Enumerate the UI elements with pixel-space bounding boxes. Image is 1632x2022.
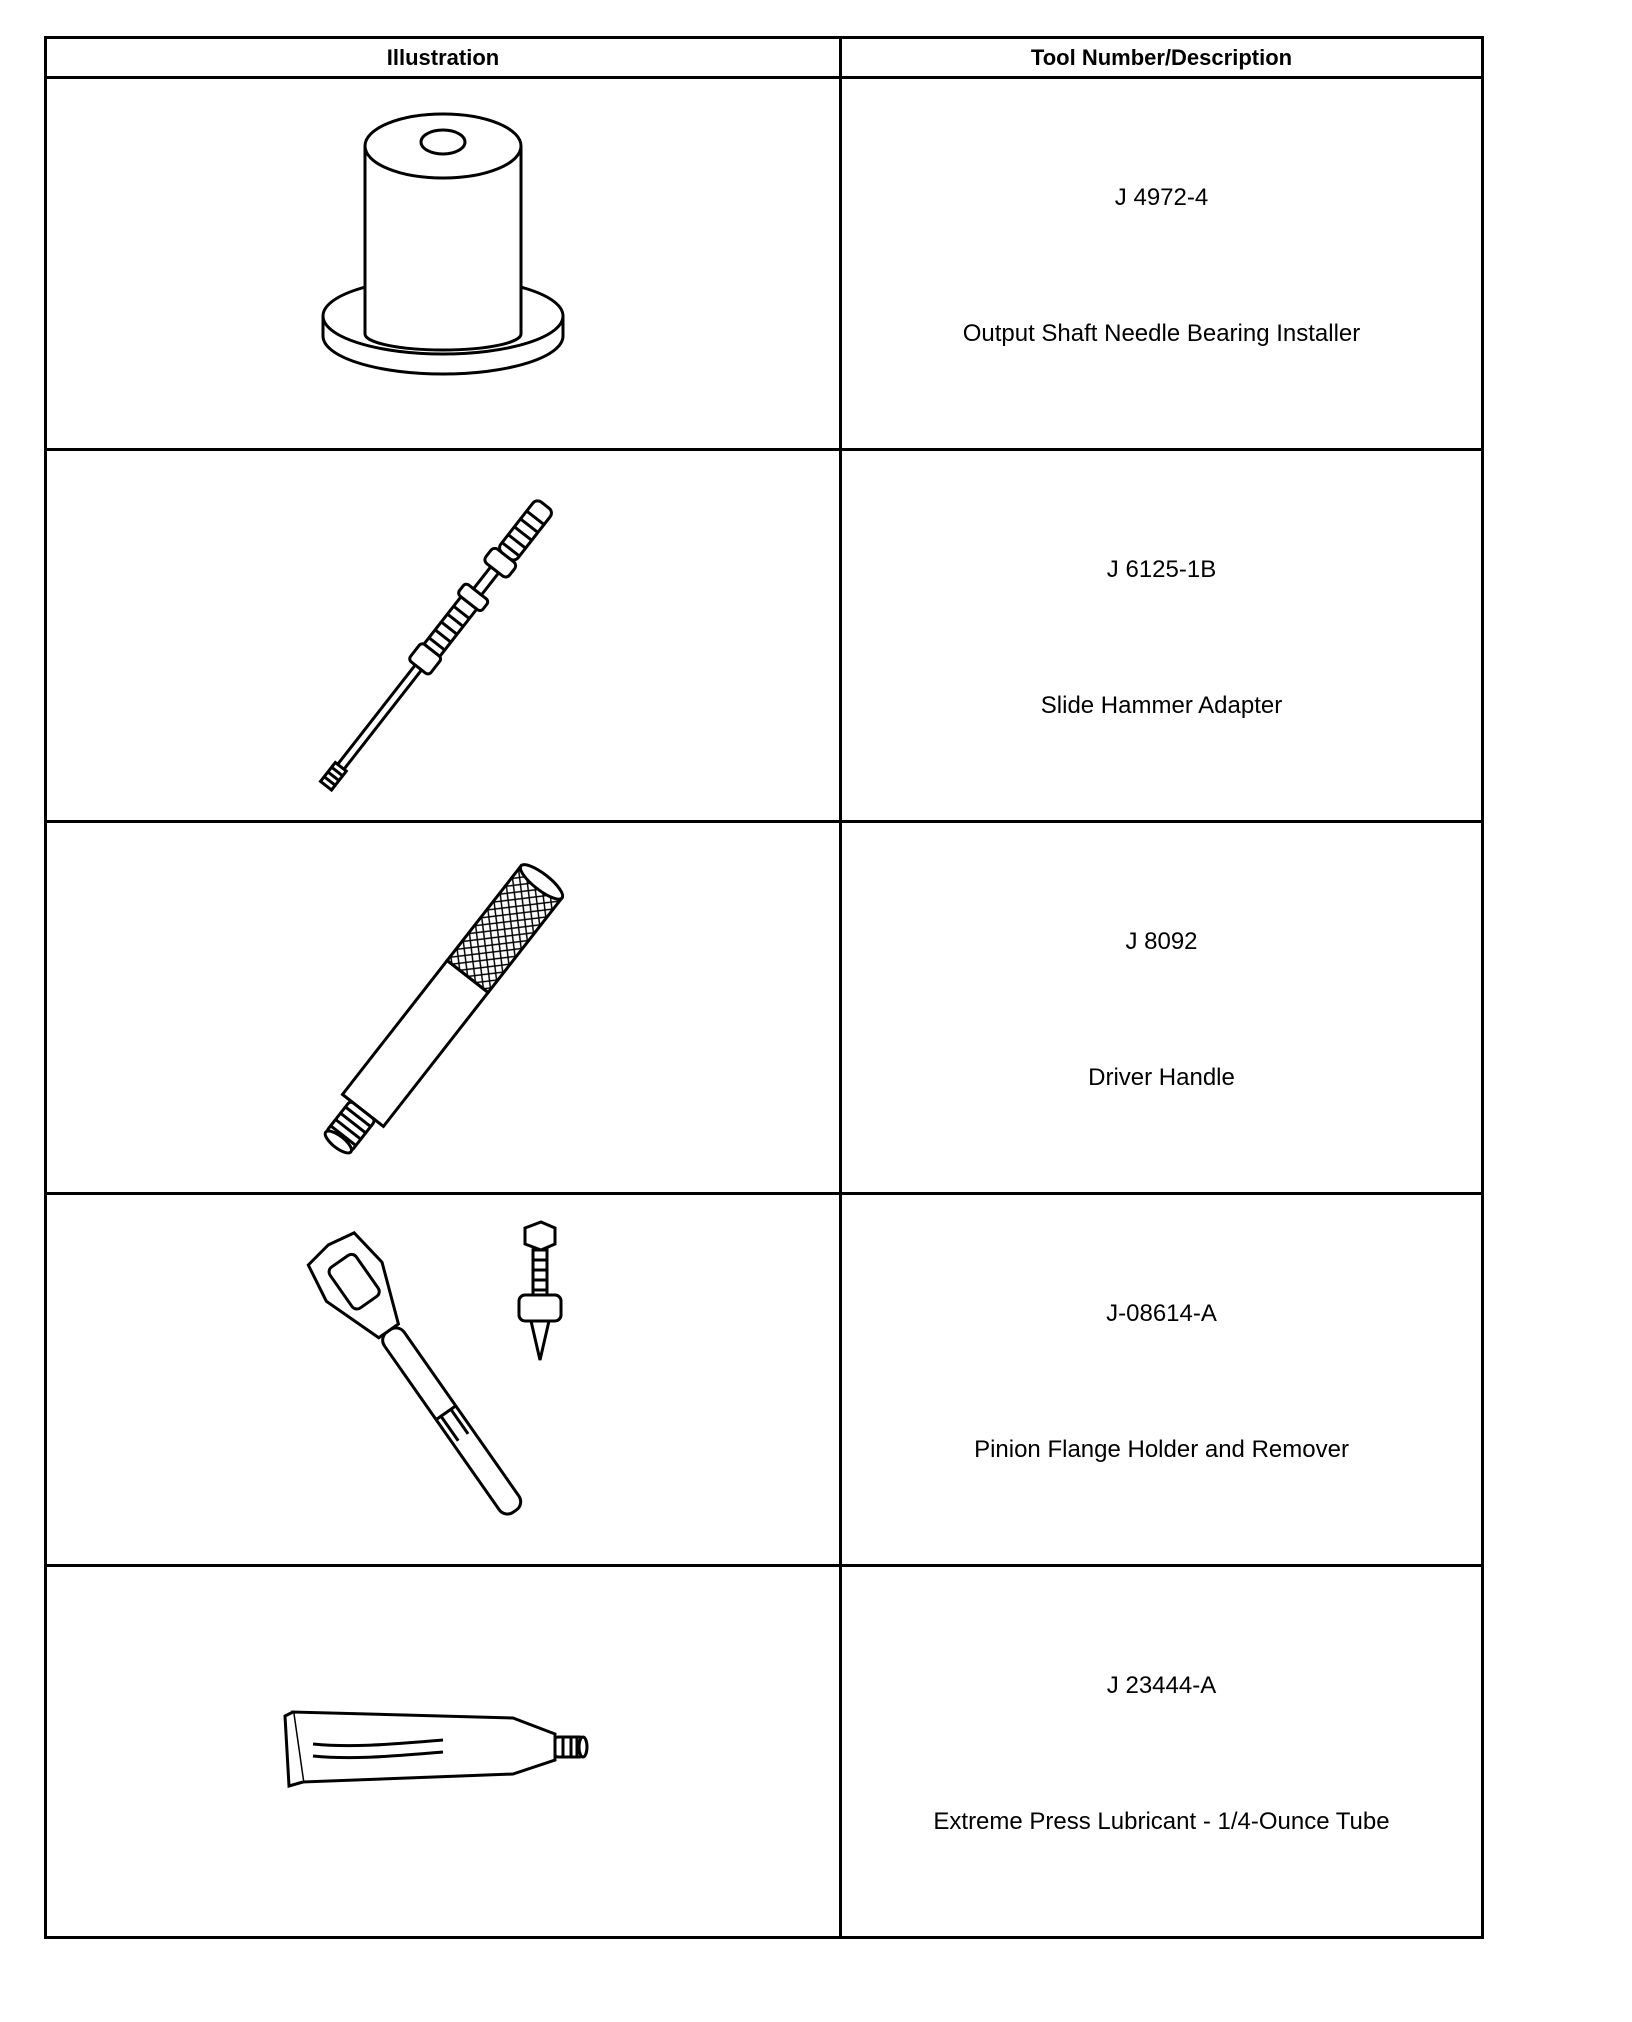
slide-hammer-adapter-icon — [293, 466, 593, 806]
illustration-cell — [46, 78, 841, 450]
tool-number: J-08614-A — [1106, 1300, 1217, 1327]
header-tool-number-description: Tool Number/Description — [841, 38, 1483, 78]
description-cell — [841, 78, 1483, 450]
table-row — [46, 822, 1483, 1194]
tool-number: J 4972-4 — [1114, 184, 1209, 211]
table-row — [46, 450, 1483, 822]
illustration-cell — [46, 1194, 841, 1566]
description-cell — [841, 822, 1483, 1194]
tool-description: Output Shaft Needle Bearing Installer — [962, 320, 1361, 347]
bearing-installer-icon — [293, 94, 593, 434]
special-tools-table — [44, 36, 1484, 1939]
illustration-cell — [46, 1566, 841, 1938]
illustration-cell — [46, 822, 841, 1194]
tool-description: Pinion Flange Holder and Remover — [974, 1436, 1349, 1463]
description-cell — [841, 450, 1483, 822]
tool-number: J 6125-1B — [1106, 556, 1217, 583]
tool-description: Extreme Press Lubricant - 1/4-Ounce Tube — [933, 1808, 1390, 1835]
pinion-flange-holder-icon — [293, 1210, 593, 1550]
header-row — [46, 38, 1483, 78]
header-illustration: Illustration — [46, 38, 841, 78]
table-row — [46, 1566, 1483, 1938]
description-cell — [841, 1566, 1483, 1938]
lubricant-tube-icon — [273, 1652, 613, 1852]
driver-handle-icon — [293, 838, 593, 1178]
tool-description: Driver Handle — [1088, 1064, 1235, 1091]
description-cell — [841, 1194, 1483, 1566]
illustration-cell — [46, 450, 841, 822]
table-row — [46, 78, 1483, 450]
tool-number: J 8092 — [1125, 928, 1198, 955]
tool-number: J 23444-A — [1106, 1672, 1217, 1699]
holder-bolt — [519, 1222, 561, 1360]
tool-description: Slide Hammer Adapter — [1040, 692, 1283, 719]
table-row — [46, 1194, 1483, 1566]
